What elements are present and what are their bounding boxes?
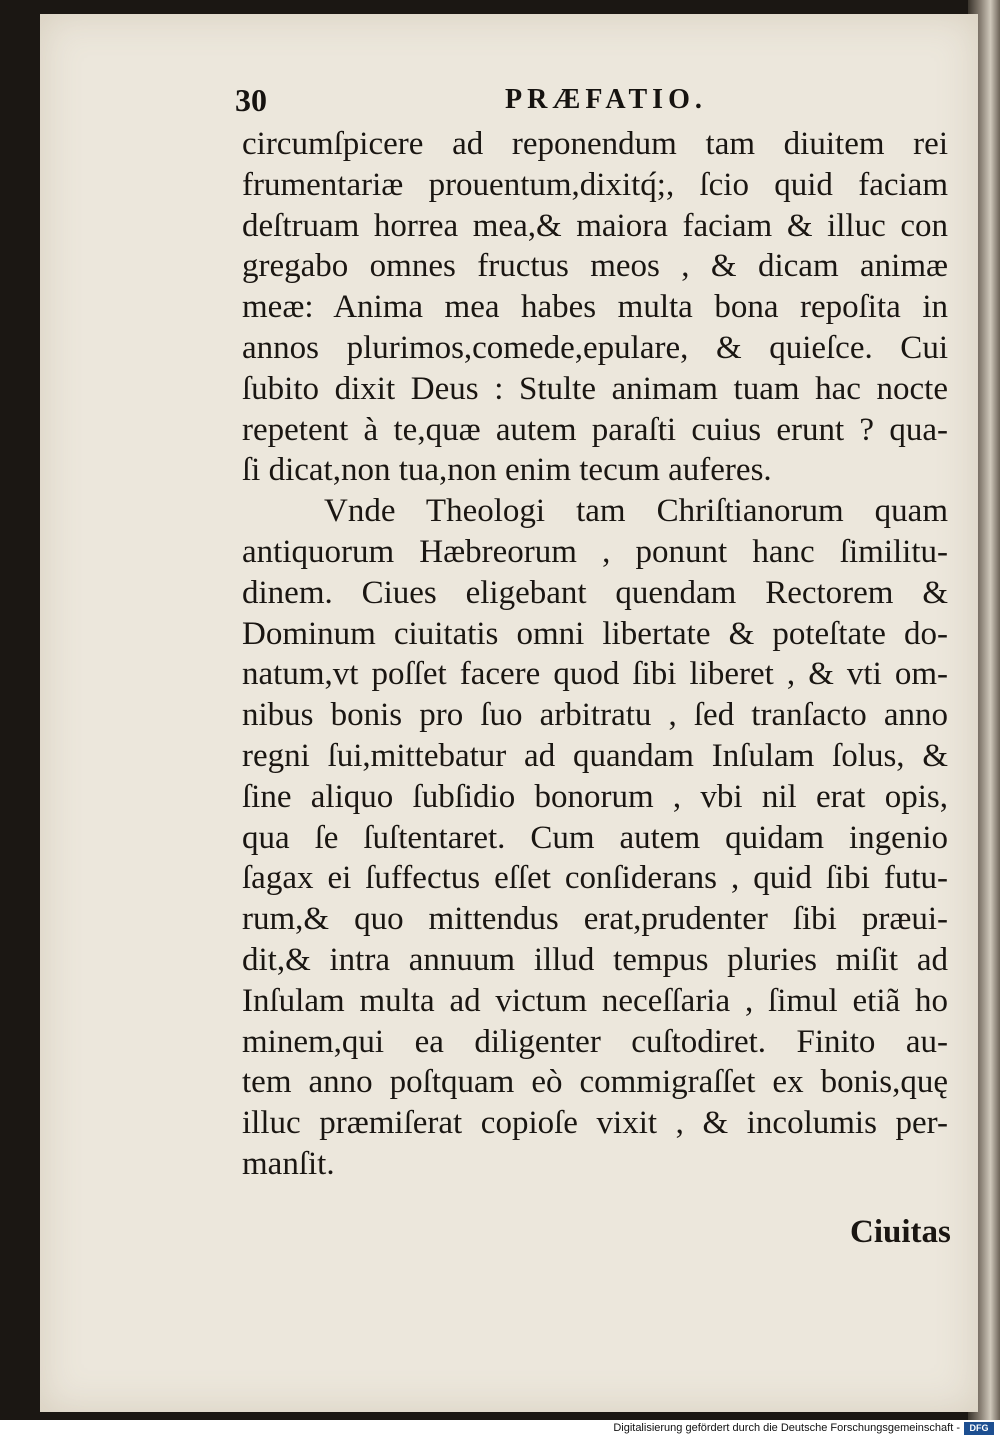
text-line: circumſpicere ad reponendum tam diuitem rei [242,126,948,162]
text-line: qua ſe ſuſtentaret. Cum autem quidam ingenio [242,819,948,856]
text-line: dinem. Ciues eligebant quendam Rectorem & [242,574,948,611]
text-line: Dominum ciuitatis omni libertate & poteſtate do- [242,615,948,652]
body-text [242,124,948,1185]
text-line: natum,vt poſſet facere quod ſibi liberet , & vti om- [242,656,948,693]
text-line: ſubito dixit Deus : Stulte animam tuam hac nocte [242,370,948,407]
text-line: ſi dicat,non tua,non enim tecum auferes. [242,452,772,489]
text-line: antiquorum Hæbreorum , ponunt hanc ſimilitu- [242,533,948,570]
text-line: manſit. [242,1145,335,1182]
text-line: gregabo omnes fructus meos , & dicam animæ [242,248,948,285]
text-line: illuc præmiſerat copioſe vixit , & incolumis per- [242,1105,948,1142]
text-line: deſtruam horrea mea,& maiora faciam & illuc con [242,207,948,244]
page-header [235,78,945,122]
text-line: meæ: Anima mea habes multa bona repoſita in [242,289,948,326]
running-title: PRÆFATIO. [505,84,707,115]
catchword: Ciuitas [850,1214,951,1250]
text-line: Vnde Theologi tam Chriſtianorum quam [324,493,948,530]
text-line: rum,& quo mittendus erat,prudenter ſibi præui- [242,901,948,938]
text-line: tem anno poſtquam eò commigraſſet ex bonis,quę [242,1064,948,1101]
funding-credit: Digitalisierung gefördert durch die Deutsche Forschungsgemeinschaft - [613,1422,960,1434]
text-line: Inſulam multa ad victum neceſſaria , ſimul etiã ho [242,982,948,1019]
text-line: frumentariæ prouentum,dixitq́;, ſcio quid faciam [242,166,948,203]
text-line: dit,& intra annuum illud tempus pluries miſit ad [242,941,948,978]
page-number: 30 [235,82,267,118]
text-line: regni ſui,mittebatur ad quandam Inſulam ſolus, & [242,737,948,774]
text-line: ſine aliquo ſubſidio bonorum , vbi nil erat opis, [242,778,948,815]
text-line: repetent à te,quæ autem paraſti cuius erunt ? qua- [242,411,948,448]
text-line: nibus bonis pro ſuo arbitratu , ſed tranſacto anno [242,697,948,734]
dfg-logo-icon: DFG [964,1422,994,1435]
text-line: minem,qui ea diligenter cuſtodiret. Finito au- [242,1023,948,1060]
text-line: annos plurimos,comede,epulare, & quieſce. Cui [242,329,948,366]
footer-bar [0,1420,1000,1438]
text-line: ſagax ei ſuffectus eſſet conſiderans , quid ſibi futu- [242,860,948,897]
